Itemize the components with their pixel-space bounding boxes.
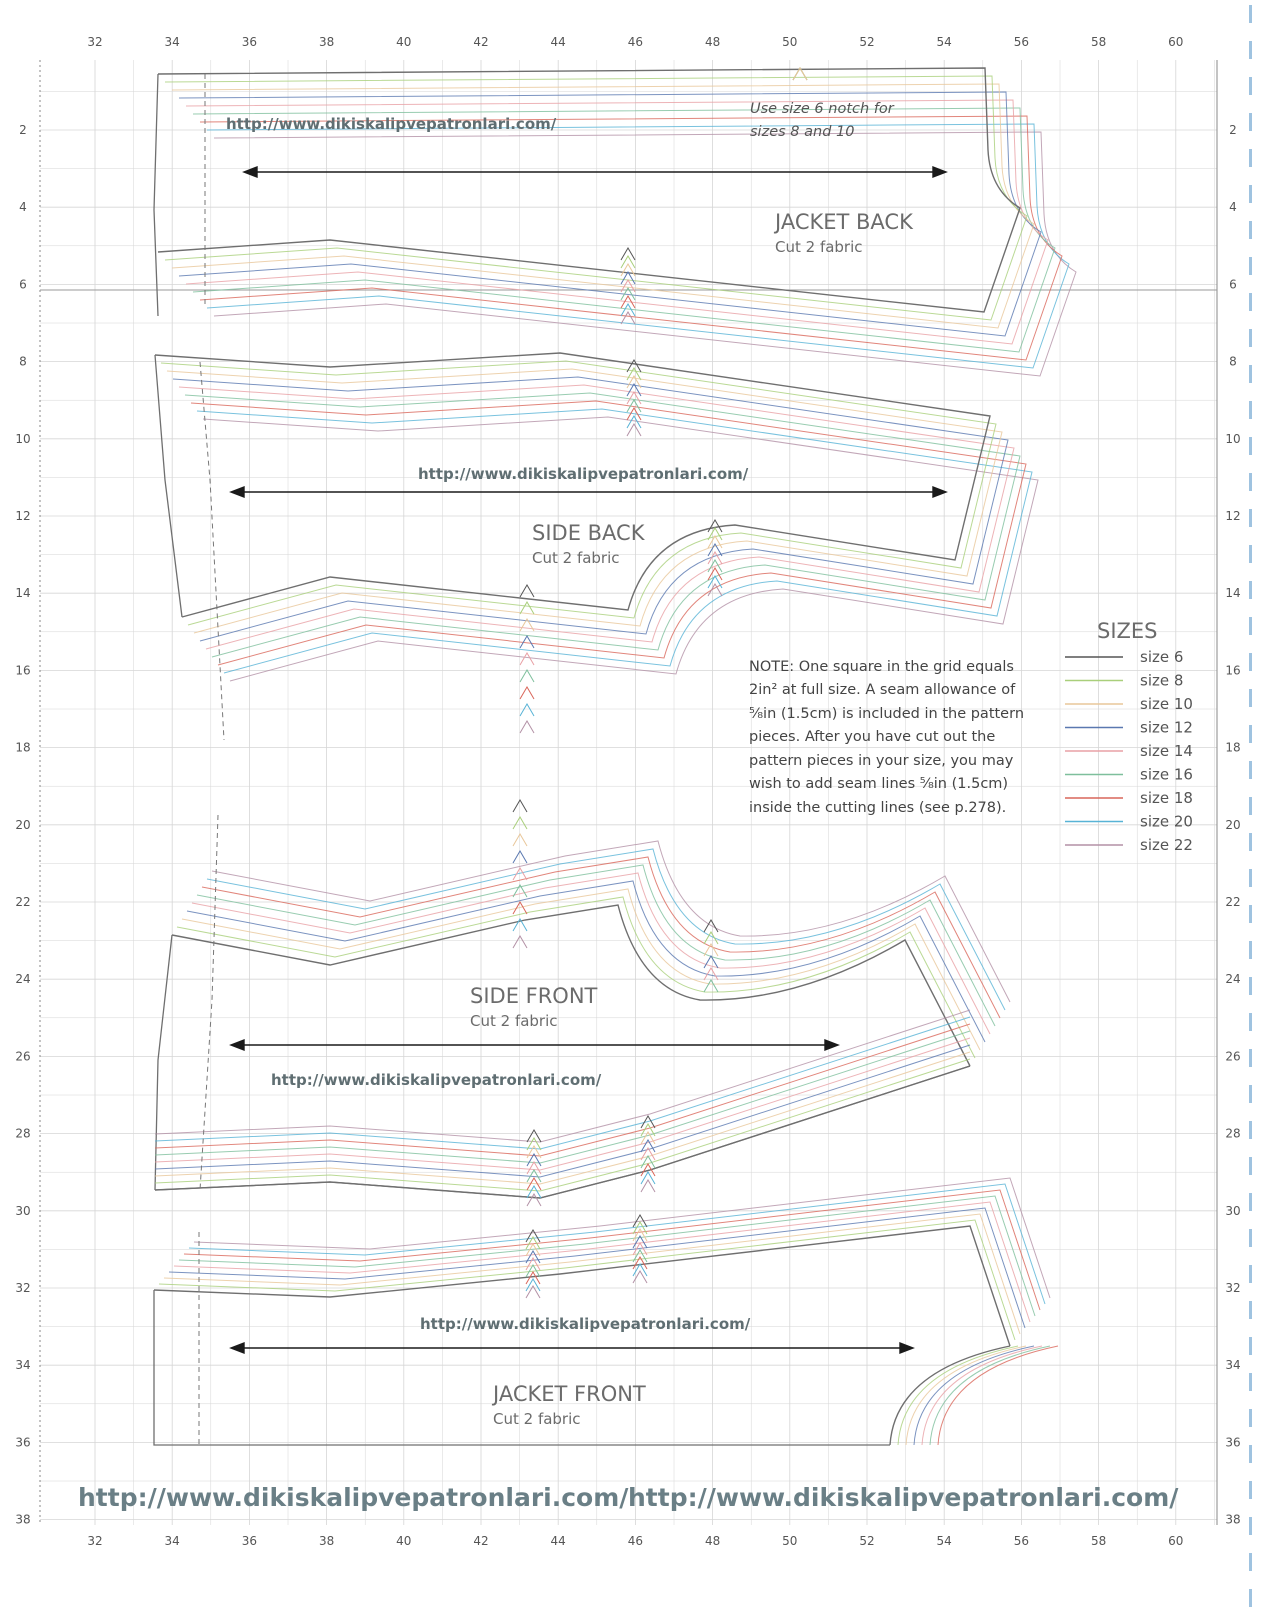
y-tick-left: 34 xyxy=(15,1358,31,1373)
jacket-front-title: JACKET FRONT xyxy=(493,1382,646,1406)
edge-dash xyxy=(1249,5,1252,23)
watermark-url-large: http://www.dikiskalipvepatronlari.com/ xyxy=(628,1483,1179,1512)
y-tick-right: 8 xyxy=(1229,354,1237,369)
edge-dash xyxy=(1249,1193,1252,1211)
cutting-line xyxy=(184,1190,1040,1310)
x-tick-top: 36 xyxy=(241,35,258,49)
side-front-piece xyxy=(172,841,1010,1066)
x-tick-bottom: 34 xyxy=(164,1534,180,1548)
jacket-back-title: JACKET BACK xyxy=(775,210,913,234)
y-tick-right: 14 xyxy=(1225,586,1241,601)
legend-label: size 12 xyxy=(1140,718,1193,737)
notch xyxy=(621,264,635,276)
notch xyxy=(704,980,718,992)
legend-label: size 6 xyxy=(1140,648,1184,666)
jacket-back-cut: Cut 2 fabric xyxy=(775,238,863,256)
legend-label: size 10 xyxy=(1140,695,1193,713)
notch xyxy=(527,1130,541,1142)
y-tick-left: 38 xyxy=(15,1512,31,1527)
x-tick-top: 34 xyxy=(164,35,180,49)
x-tick-bottom: 32 xyxy=(87,1534,103,1548)
x-tick-top: 58 xyxy=(1090,35,1107,49)
edge-dash xyxy=(1249,437,1252,455)
legend-label: size 20 xyxy=(1140,812,1193,831)
x-tick-bottom: 54 xyxy=(936,1534,952,1548)
y-tick-left: 28 xyxy=(15,1126,31,1141)
notch xyxy=(513,800,527,812)
x-tick-bottom: 44 xyxy=(550,1534,566,1548)
watermark-url: http://www.dikiskalipvepatronlari.com/ xyxy=(226,115,557,133)
edge-dash xyxy=(1249,1085,1252,1103)
y-tick-left: 4 xyxy=(19,200,27,215)
y-tick-right: 10 xyxy=(1225,431,1241,446)
x-tick-top: 50 xyxy=(782,35,798,49)
x-tick-bottom: 36 xyxy=(241,1534,258,1548)
cutting-line xyxy=(179,1196,1035,1316)
x-tick-bottom: 52 xyxy=(859,1534,875,1548)
note-line: pieces. After you have cut out the xyxy=(749,729,996,745)
cutting-line xyxy=(177,897,975,1058)
x-tick-top: 40 xyxy=(396,35,412,49)
cutting-line xyxy=(179,385,1014,649)
y-tick-right: 16 xyxy=(1225,663,1241,678)
notch xyxy=(520,670,534,682)
edge-dash xyxy=(1249,1373,1252,1391)
legend-label: size 8 xyxy=(1140,671,1184,690)
notch-note-line1: Use size 6 notch for xyxy=(750,101,894,117)
y-tick-right: 28 xyxy=(1225,1126,1241,1141)
y-tick-left: 20 xyxy=(15,817,31,832)
y-tick-right: 26 xyxy=(1225,1049,1241,1064)
edge-dash xyxy=(1249,1157,1252,1175)
legend-label: size 14 xyxy=(1140,742,1193,760)
y-tick-left: 18 xyxy=(15,740,31,755)
notch xyxy=(513,817,527,829)
edge-dash xyxy=(1249,329,1252,347)
cutting-line xyxy=(194,1178,1050,1298)
notch-note-line2: sizes 8 and 10 xyxy=(750,124,855,140)
notch xyxy=(520,602,534,614)
x-tick-bottom: 50 xyxy=(782,1534,798,1548)
note-line: inside the cutting lines (see p.278). xyxy=(749,800,1007,816)
x-tick-bottom: 56 xyxy=(1013,1534,1030,1548)
y-tick-right: 6 xyxy=(1229,277,1237,292)
grainline-jacket-front xyxy=(231,1343,913,1353)
y-tick-left: 26 xyxy=(15,1049,31,1064)
x-tick-top: 32 xyxy=(87,35,103,49)
notch xyxy=(527,1186,541,1198)
y-tick-left: 32 xyxy=(15,1281,31,1295)
edge-dash xyxy=(1249,761,1252,779)
x-tick-top: 44 xyxy=(550,35,566,49)
notch xyxy=(708,568,722,580)
x-tick-top: 56 xyxy=(1013,35,1030,49)
notch xyxy=(621,248,635,260)
notch xyxy=(641,1140,655,1152)
sizes-legend-title: SIZES xyxy=(1097,619,1158,643)
y-tick-left: 16 xyxy=(15,663,31,678)
x-tick-top: 46 xyxy=(627,35,644,49)
side-back-cut: Cut 2 fabric xyxy=(532,549,620,567)
grainline-side-front xyxy=(231,1040,838,1050)
edge-dash xyxy=(1249,581,1252,599)
y-tick-left: 30 xyxy=(15,1203,31,1218)
edge-dash xyxy=(1249,77,1252,95)
cutting-line xyxy=(173,377,1008,641)
edge-dash xyxy=(1249,1013,1252,1031)
x-tick-bottom: 42 xyxy=(473,1534,489,1548)
watermark-url: http://www.dikiskalipvepatronlari.com/ xyxy=(271,1071,602,1089)
notch xyxy=(513,834,527,846)
edge-dash xyxy=(1249,1517,1252,1535)
notches-side-front-b xyxy=(704,920,718,992)
y-tick-left: 6 xyxy=(19,277,27,292)
x-tick-bottom: 48 xyxy=(704,1534,721,1548)
notch xyxy=(520,585,534,597)
note-line: wish to add seam lines ⁵⁄₈in (1.5cm) xyxy=(749,776,1009,792)
y-tick-right: 32 xyxy=(1225,1281,1241,1295)
edge-dash xyxy=(1249,221,1252,239)
watermark-url-large: http://www.dikiskalipvepatronlari.com/ xyxy=(78,1483,629,1512)
notch xyxy=(513,936,527,948)
sizes-legend xyxy=(1065,648,1193,854)
cutting-line xyxy=(174,1202,1030,1322)
edge-dash xyxy=(1249,365,1252,383)
x-tick-top: 54 xyxy=(936,35,952,49)
cutting-line xyxy=(938,1346,1058,1445)
notch xyxy=(513,902,527,914)
x-tick-bottom: 60 xyxy=(1168,1534,1184,1548)
y-tick-left: 2 xyxy=(19,123,27,137)
edge-dash xyxy=(1249,1121,1252,1139)
y-tick-left: 14 xyxy=(15,586,31,601)
note-line: 2in² at full size. A seam allowance of xyxy=(749,682,1016,698)
edge-dash xyxy=(1249,797,1252,815)
edge-dash xyxy=(1249,653,1252,671)
cutting-line xyxy=(189,1184,1045,1304)
x-tick-bottom: 46 xyxy=(627,1534,644,1548)
y-tick-right: 38 xyxy=(1225,1512,1241,1527)
notch xyxy=(520,704,534,716)
jacket-back-centre-line xyxy=(154,74,158,316)
notch xyxy=(708,576,722,588)
x-tick-bottom: 40 xyxy=(396,1534,412,1548)
y-tick-left: 22 xyxy=(15,895,31,909)
edge-dash xyxy=(1249,617,1252,635)
notch xyxy=(513,851,527,863)
edge-dash xyxy=(1249,1481,1252,1499)
notch xyxy=(641,1172,655,1184)
x-tick-bottom: 38 xyxy=(318,1534,335,1548)
notch xyxy=(621,312,635,324)
x-tick-bottom: 58 xyxy=(1090,1534,1107,1548)
edge-dash xyxy=(1249,1049,1252,1067)
y-tick-right: 18 xyxy=(1225,740,1241,755)
notch xyxy=(627,424,641,436)
note-line: pattern pieces in your size, you may xyxy=(749,753,1014,769)
jacket-front-neck xyxy=(890,1346,1058,1445)
edge-dash xyxy=(1249,257,1252,275)
side-back-centre-line xyxy=(155,355,182,617)
edge-dash xyxy=(1249,869,1252,887)
y-tick-right: 20 xyxy=(1225,817,1241,832)
y-tick-right: 34 xyxy=(1225,1358,1241,1373)
note-line: ⁵⁄₈in (1.5cm) is included in the pattern xyxy=(749,706,1025,722)
edge-dash xyxy=(1249,1589,1252,1607)
edge-dash xyxy=(1249,185,1252,203)
note-line: NOTE: One square in the grid equals xyxy=(749,659,1014,675)
edge-dash xyxy=(1249,149,1252,167)
notch xyxy=(621,304,635,316)
y-tick-left: 24 xyxy=(15,972,31,987)
y-tick-left: 10 xyxy=(15,431,31,446)
cutting-line xyxy=(182,889,980,1050)
notch xyxy=(641,1180,655,1192)
cutting-line xyxy=(155,353,990,617)
side-back-title: SIDE BACK xyxy=(532,521,645,545)
y-tick-left: 36 xyxy=(15,1435,31,1450)
side-front-hem xyxy=(155,1010,970,1198)
side-front-cut: Cut 2 fabric xyxy=(470,1012,558,1030)
y-tick-right: 24 xyxy=(1225,972,1241,987)
edge-dash xyxy=(1249,545,1252,563)
notch xyxy=(520,687,534,699)
edge-dash xyxy=(1249,1301,1252,1319)
legend-label: size 22 xyxy=(1140,836,1193,854)
edge-dash xyxy=(1249,1553,1252,1571)
notches-jacket-back xyxy=(621,248,635,324)
side-front-centre-line xyxy=(155,935,172,1190)
cutting-line xyxy=(930,1346,1050,1445)
edge-dash xyxy=(1249,689,1252,707)
grainline-side-back xyxy=(231,487,946,497)
x-tick-top: 48 xyxy=(704,35,721,49)
side-front-title: SIDE FRONT xyxy=(470,984,598,1008)
x-tick-top: 52 xyxy=(859,35,875,49)
watermark-url: http://www.dikiskalipvepatronlari.com/ xyxy=(418,465,749,483)
notch xyxy=(520,721,534,733)
edge-dash xyxy=(1249,293,1252,311)
edge-dash xyxy=(1249,473,1252,491)
edge-dash xyxy=(1249,509,1252,527)
notch xyxy=(621,256,635,268)
y-tick-left: 8 xyxy=(19,354,27,369)
jacket-front-cut: Cut 2 fabric xyxy=(493,1410,581,1428)
edge-dash xyxy=(1249,1445,1252,1463)
edge-dash xyxy=(1249,941,1252,959)
y-tick-right: 36 xyxy=(1225,1435,1241,1450)
x-tick-top: 60 xyxy=(1168,35,1184,49)
edge-dash xyxy=(1249,1265,1252,1283)
edge-dash xyxy=(1249,113,1252,131)
edge-dash xyxy=(1249,1409,1252,1427)
y-tick-right: 22 xyxy=(1225,895,1241,909)
legend-label: size 16 xyxy=(1140,765,1193,784)
watermark-url: http://www.dikiskalipvepatronlari.com/ xyxy=(420,1315,751,1333)
legend-label: size 18 xyxy=(1140,789,1193,807)
notches-side-back-c xyxy=(520,585,534,733)
notch xyxy=(527,1194,541,1206)
notch xyxy=(520,653,534,665)
x-tick-top: 42 xyxy=(473,35,489,49)
edge-dash xyxy=(1249,833,1252,851)
edge-dash xyxy=(1249,977,1252,995)
notch xyxy=(627,392,641,404)
y-tick-right: 12 xyxy=(1225,509,1241,523)
edge-dash xyxy=(1249,401,1252,419)
edge-dash xyxy=(1249,41,1252,59)
y-tick-right: 30 xyxy=(1225,1203,1241,1218)
cutting-line xyxy=(203,417,1038,681)
y-tick-right: 4 xyxy=(1229,200,1237,215)
edge-dash xyxy=(1249,1337,1252,1355)
edge-dash xyxy=(1249,1229,1252,1247)
cutting-line xyxy=(161,361,996,625)
x-tick-top: 38 xyxy=(318,35,335,49)
edge-dash xyxy=(1249,725,1252,743)
edge-dash xyxy=(1249,905,1252,923)
y-tick-left: 12 xyxy=(15,509,31,523)
y-tick-right: 2 xyxy=(1229,123,1237,137)
